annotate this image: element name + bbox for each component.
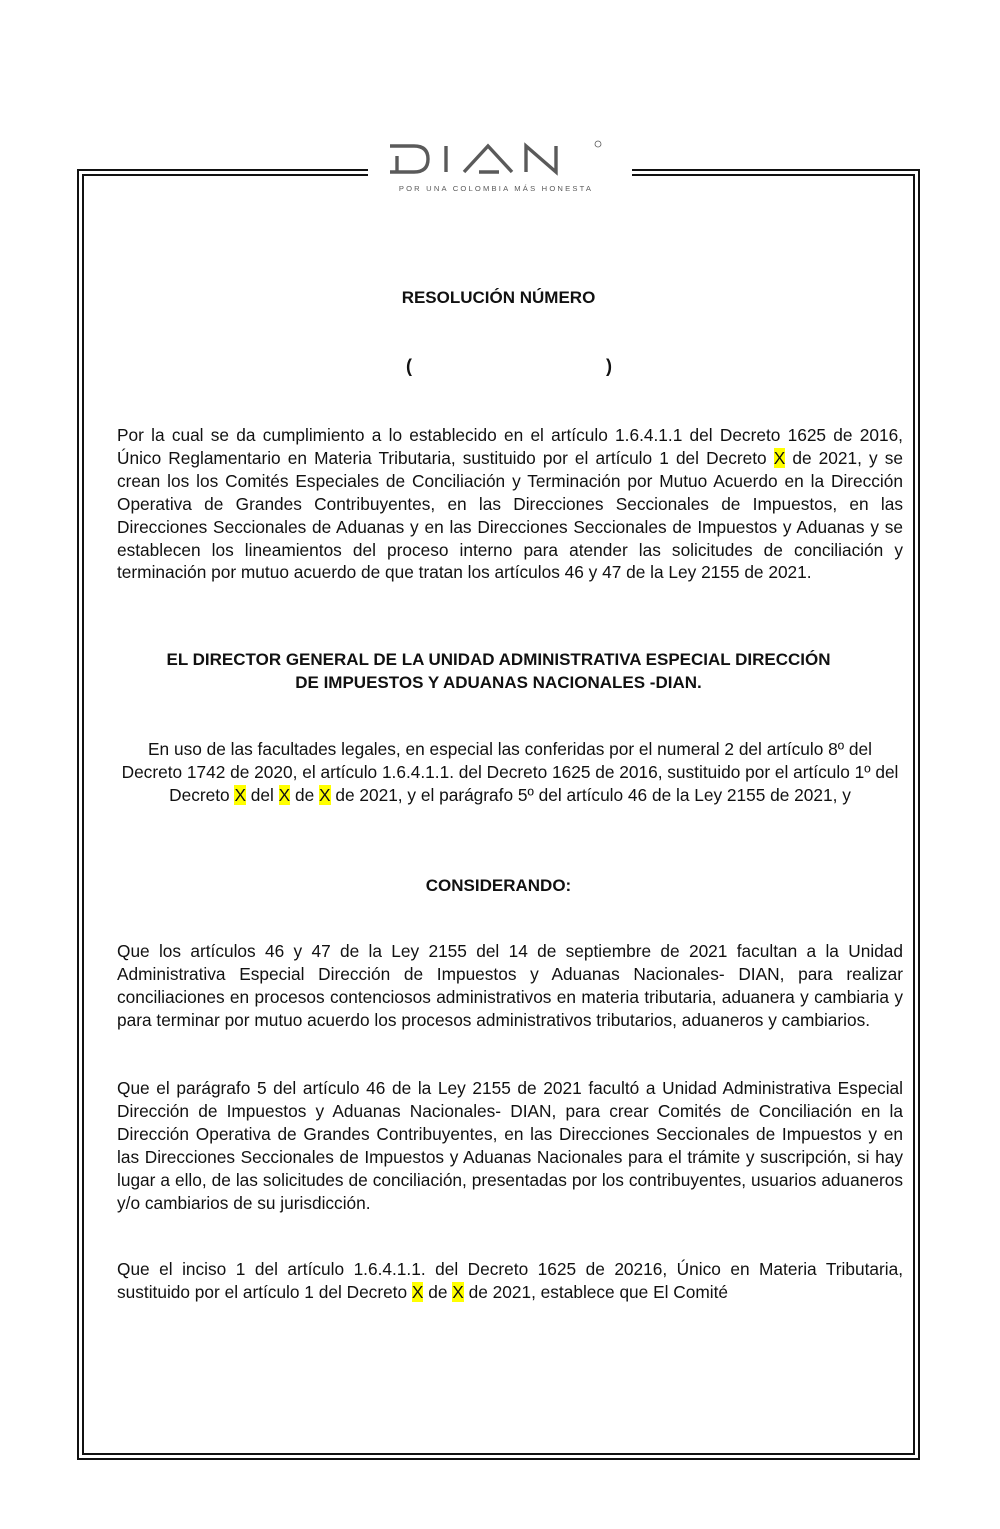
open-paren: ( [406,356,412,376]
placeholder-highlight: X [411,1281,424,1302]
faculties-text-1: En uso de las facultades legales, en especial las conferidas por el numeral 2 del artículo 8º del Decreto 1742 de 2020, el artículo 1.6.4.1.1. del Decreto 1625 de 2016, sustituido por el artículo 1º del Decreto [121,739,899,805]
resolution-title: RESOLUCIÓN NÚMERO [401,288,596,307]
summary-paragraph [117,424,903,584]
director-line-2: DE IMPUESTOS Y ADUANAS NACIONALES -DIAN. [295,673,702,692]
faculties-text-4: de 2021, y el parágrafo 5º del artículo 46 de la Ley 2155 de 2021, y [330,784,851,805]
placeholder-highlight: X [773,447,786,468]
placeholder-highlight: X [278,784,291,805]
director-line-1: EL DIRECTOR GENERAL DE LA UNIDAD ADMINISTRATIVA ESPECIAL DIRECCIÓN [166,650,831,669]
summary-text-1: Por la cual se da cumplimiento a lo establecido en el artículo 1.6.4.1.1 del Decreto 1625 de 2016, Único Reglamentario en Materia Tributaria, sustituido por el artículo 1 del Decreto [117,425,903,468]
considerando-paragraph-3 [117,1258,903,1304]
considerando-paragraph-2: Que el parágrafo 5 del artículo 46 de la Ley 2155 de 2021 facultó a Unidad Administrativa Especial Dirección de Impuestos y Aduanas Nacionales- DIAN, para crear Comités de Conciliación en la Dirección Operativa de Grandes Contribuyentes, en las Direcciones Seccionales de Impuestos y en las Direcciones Seccionales de Impuestos y Aduanas Nacionales para el trámite y suscripción, si hay lugar a ello, de las solicitudes de conciliación, presentadas por los contribuyentes, usuarios aduaneros y/o cambiarios de su jurisdicción. [117,1078,903,1213]
logo-tagline: POR UNA COLOMBIA MÁS HONESTA [398,184,594,193]
placeholder-highlight: X [319,784,331,805]
faculties-text-3: de [290,784,319,805]
considerando-text-3b: de [423,1281,453,1302]
close-paren: ) [606,356,612,376]
considerando-text-3c: de 2021, establece que El Comité [463,1281,728,1302]
placeholder-highlight: X [452,1281,464,1302]
summary-text-2: de 2021, y se crean los los Comités Especiales de Conciliación y Terminación por Mutuo Acuerdo en la Dirección Operativa de Grandes Contribuyentes, en las Direcciones Seccionales de Impuestos, en las Direcciones Seccionales de Aduanas y en las Direcciones Seccionales de Impuestos y Aduanas y se establecen los lineamientos del proceso interno para atender las solicitudes de conciliación y terminación por mutuo acuerdo de que tratan los artículos 46 y 47 de la Ley 2155 de 2021. [117,447,903,583]
considerando-text-3a: Que el inciso 1 del artículo 1.6.4.1.1. del Decreto 1625 de 20216, Único en Materia Tributaria, sustituido por el artículo 1 del Decreto [117,1259,903,1302]
faculties-text-2: del [245,784,279,805]
considerando-paragraph-1: Que los artículos 46 y 47 de la Ley 2155 del 14 de septiembre de 2021 facultan a la Unidad Administrativa Especial Dirección de Impuestos y Aduanas Nacionales- DIAN, para realizar conciliaciones en procesos contenciosos administrativos en materia tributaria, aduanera y cambiaria y para terminar por mutuo acuerdo los procesos administrativos tributarios, aduaneros y cambiarios. [117,941,903,1030]
considerando-heading: CONSIDERANDO: [425,876,572,895]
faculties-paragraph [117,738,903,807]
placeholder-highlight: X [234,784,246,805]
